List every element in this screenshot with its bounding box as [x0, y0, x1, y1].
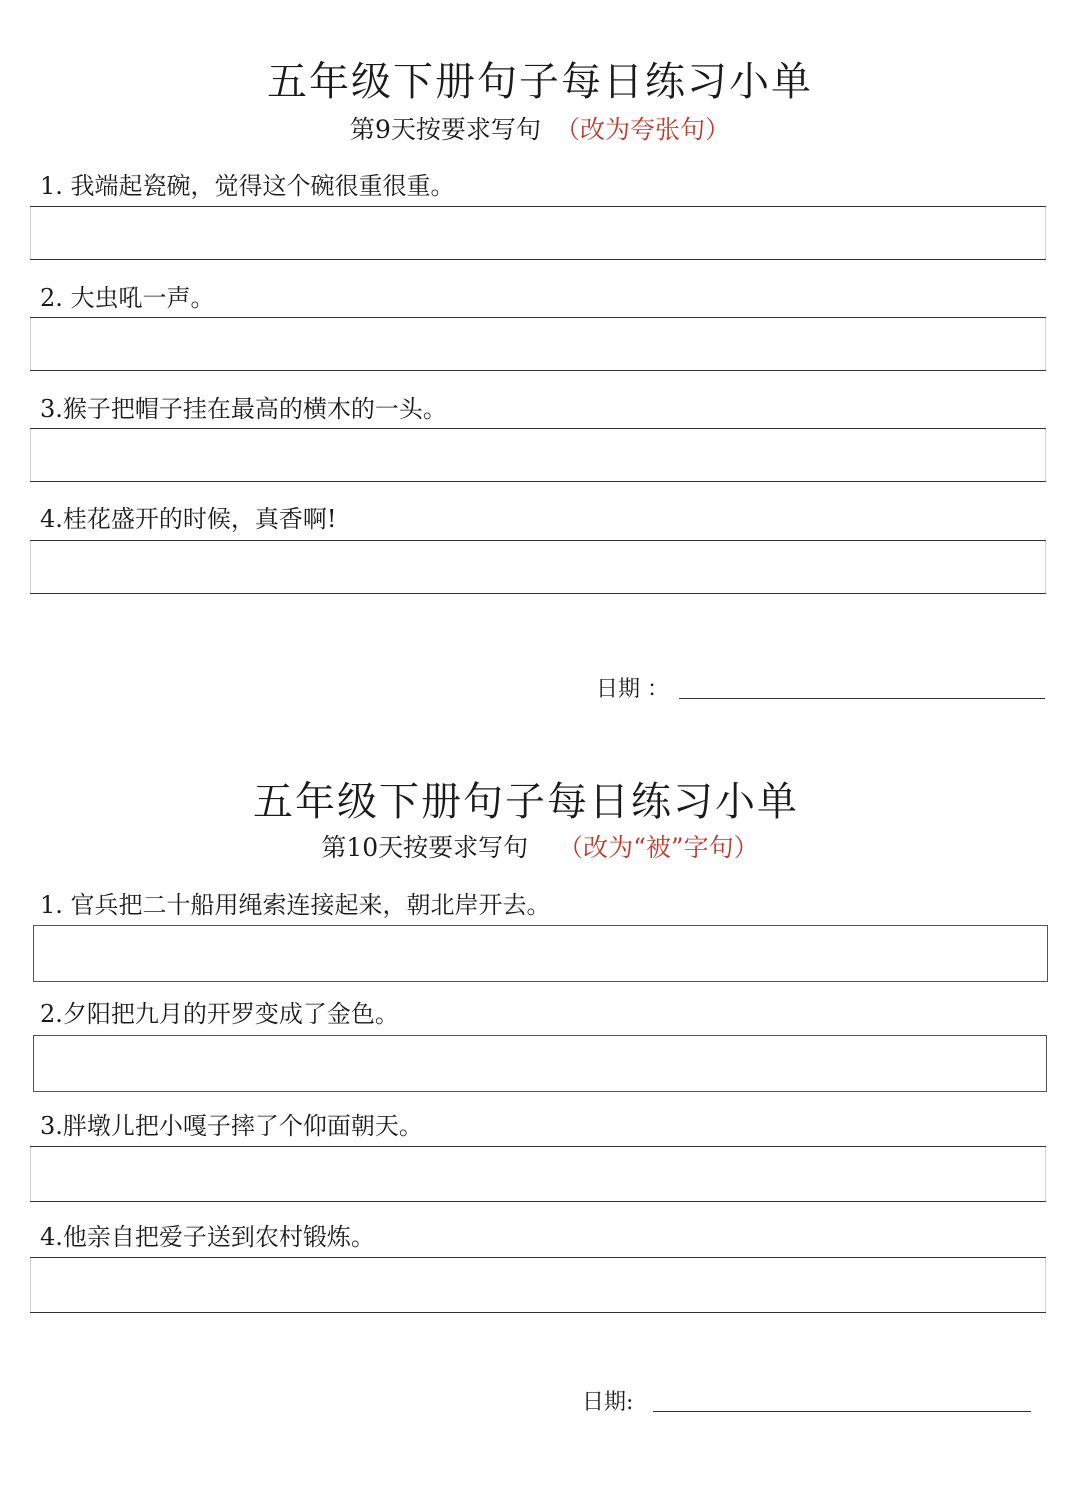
- question-4: 4.桂花盛开的时候，真香啊!: [40, 505, 337, 533]
- date-label: 日期:: [582, 1390, 634, 1415]
- answer-box-3[interactable]: [30, 1146, 1046, 1202]
- worksheet-day-10: [0, 730, 1080, 1512]
- worksheet-title: 五年级下册句子每日练习小单: [253, 779, 799, 825]
- subtitle-text: 第9天按要求写句: [350, 115, 541, 144]
- date-label: 日期 ：: [596, 677, 669, 702]
- question-1: 1. 我端起瓷碗，觉得这个碗很重很重。: [40, 172, 455, 200]
- answer-box-1[interactable]: [30, 206, 1046, 260]
- answer-box-3[interactable]: [30, 428, 1046, 482]
- question-3: 3.猴子把帽子挂在最高的横木的一头。: [40, 395, 447, 423]
- date-row: [582, 1385, 1031, 1416]
- answer-box-2[interactable]: [33, 1035, 1047, 1092]
- question-1: 1. 官兵把二十船用绳索连接起来，朝北岸开去。: [40, 891, 551, 919]
- worksheet-title: 五年级下册句子每日练习小单: [267, 59, 813, 105]
- date-input-line[interactable]: [679, 697, 1045, 699]
- question-2: 2. 大虫吼一声。: [40, 284, 215, 312]
- worksheet-subtitle: [0, 828, 1080, 864]
- worksheet-day-9: [0, 0, 1080, 730]
- date-input-line[interactable]: [653, 1410, 1031, 1412]
- worksheet-subtitle: [0, 110, 1080, 146]
- answer-box-2[interactable]: [30, 317, 1046, 371]
- question-3: 3.胖墩儿把小嘎子摔了个仰面朝天。: [40, 1112, 423, 1140]
- question-2: 2.夕阳把九月的开罗变成了金色。: [40, 1000, 399, 1028]
- subtitle-hint: （改为“被”字句）: [558, 833, 759, 862]
- date-row: [596, 672, 1045, 703]
- answer-box-1[interactable]: [33, 925, 1048, 982]
- answer-box-4[interactable]: [30, 1257, 1046, 1313]
- question-4: 4.他亲自把爱子送到农村锻炼。: [40, 1223, 375, 1251]
- answer-box-4[interactable]: [30, 540, 1046, 594]
- subtitle-hint: （改为夸张句）: [554, 115, 730, 144]
- subtitle-text: 第10天按要求写句: [321, 833, 529, 862]
